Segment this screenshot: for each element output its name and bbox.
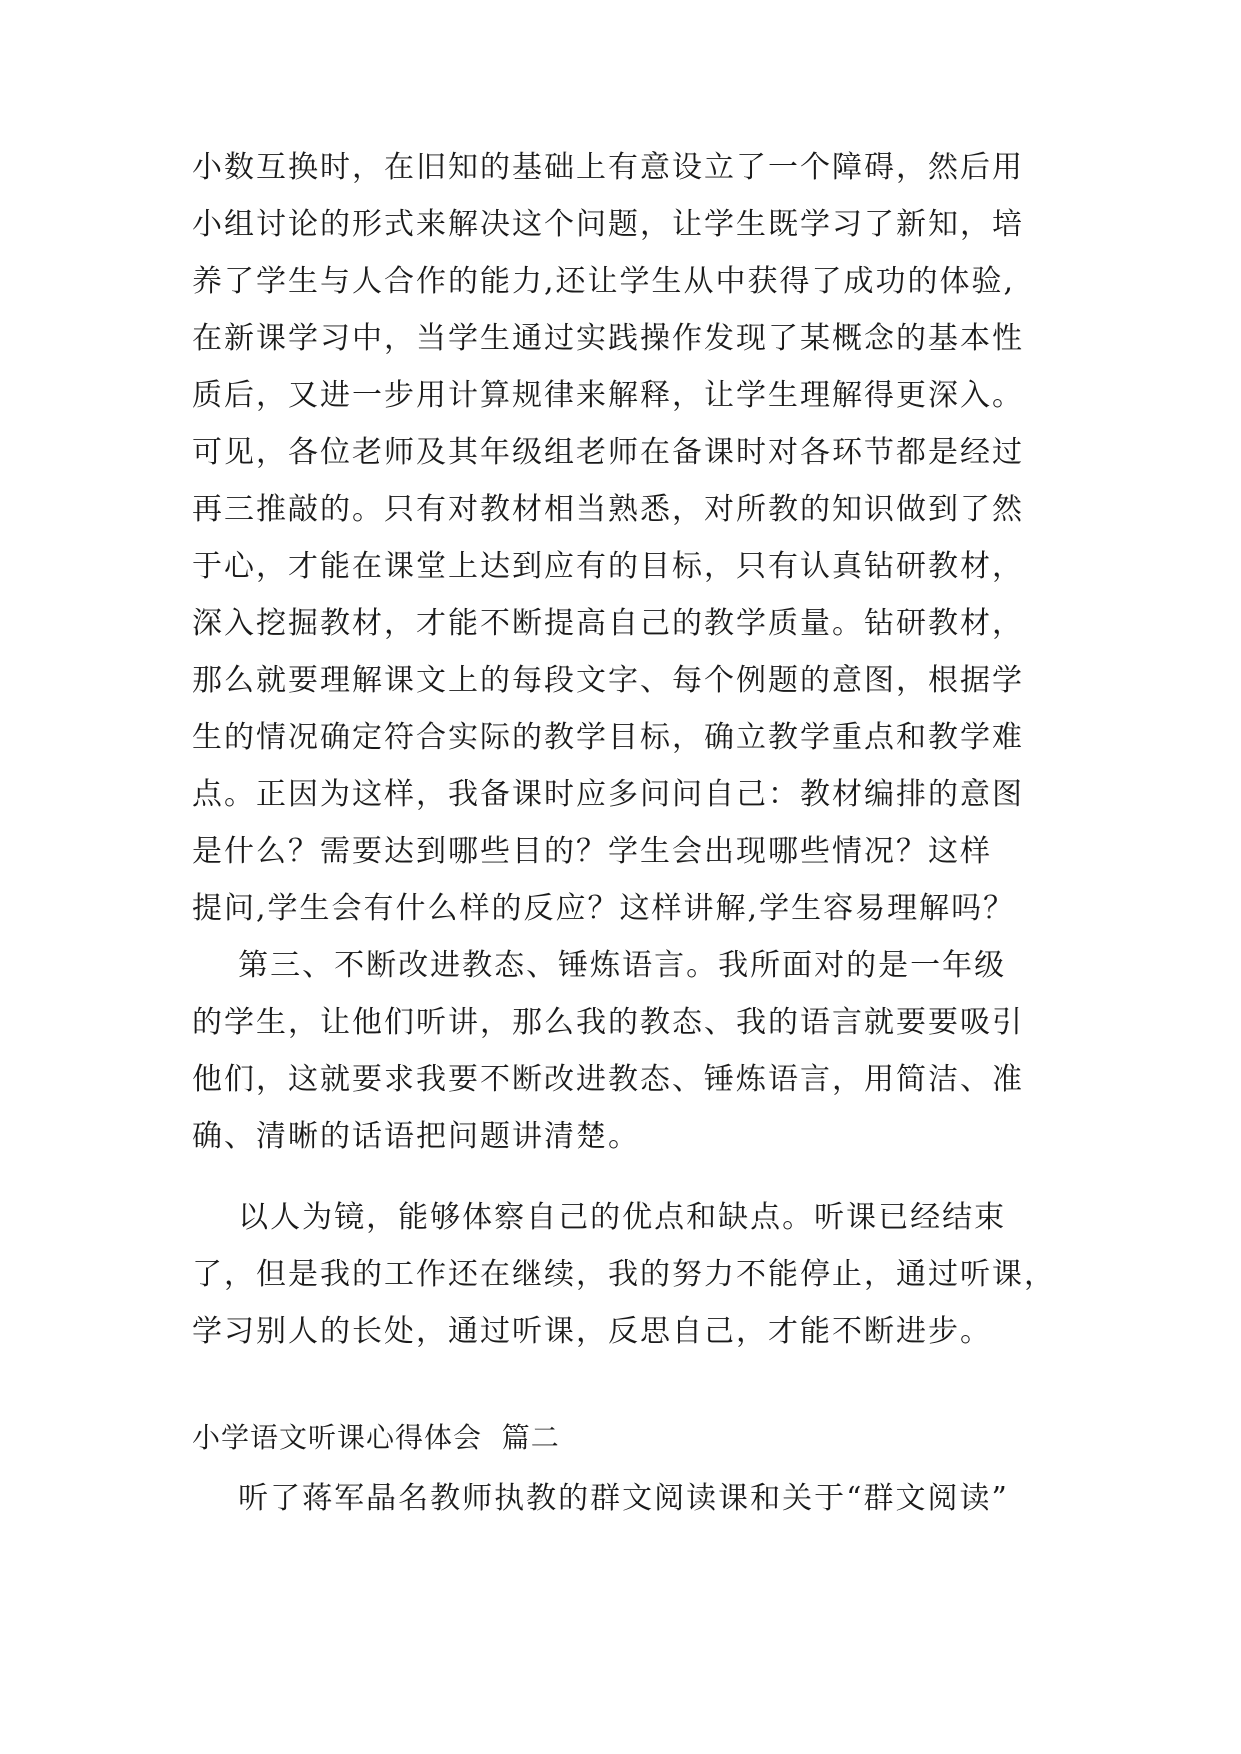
text-line: 他们，这就要求我要不断改进教态、锤炼语言，用简洁、准 bbox=[192, 1062, 1024, 1097]
text-line: 那么就要理解课文上的每段文字、每个例题的意图，根据学 bbox=[192, 663, 1024, 698]
text-line: 了，但是我的工作还在继续，我的努力不能停止，通过听课， bbox=[192, 1257, 1056, 1292]
text-line: 质后，又进一步用计算规律来解释，让学生理解得更深入。 bbox=[192, 378, 1024, 413]
text-line: 是什么？需要达到哪些目的？学生会出现哪些情况？这样 bbox=[192, 834, 992, 869]
text-line: 再三推敲的。只有对教材相当熟悉，对所教的知识做到了然 bbox=[192, 492, 1024, 527]
text-line: 提问,学生会有什么样的反应？这样讲解,学生容易理解吗？ bbox=[192, 891, 1016, 926]
text-line: 确、清晰的话语把问题讲清楚。 bbox=[192, 1119, 640, 1154]
text-line: 小组讨论的形式来解决这个问题，让学生既学习了新知，培 bbox=[192, 207, 1024, 242]
text-line: 在新课学习中，当学生通过实践操作发现了某概念的基本性 bbox=[192, 321, 1024, 356]
section-heading: 小学语文听课心得体会 篇二 bbox=[192, 1421, 560, 1454]
text-line: 点。正因为这样，我备课时应多问问自己：教材编排的意图 bbox=[192, 777, 1024, 812]
text-line: 于心，才能在课堂上达到应有的目标，只有认真钻研教材， bbox=[192, 549, 1024, 584]
text-line: 学习别人的长处，通过听课，反思自己，才能不断进步。 bbox=[192, 1314, 992, 1349]
text-line: 可见，各位老师及其年级组老师在备课时对各环节都是经过 bbox=[192, 435, 1024, 470]
text-line: 以人为镜，能够体察自己的优点和缺点。听课已经结束 bbox=[192, 1200, 1007, 1235]
text-line: 深入挖掘教材，才能不断提高自己的教学质量。钻研教材， bbox=[192, 606, 1024, 641]
text-line: 第三、不断改进教态、锤炼语言。我所面对的是一年级 bbox=[192, 948, 1007, 983]
text-line: 生的情况确定符合实际的教学目标，确立教学重点和教学难 bbox=[192, 720, 1024, 755]
text-line: 的学生，让他们听讲，那么我的教态、我的语言就要要吸引 bbox=[192, 1005, 1024, 1040]
text-line: 养了学生与人合作的能力,还让学生从中获得了成功的体验, bbox=[192, 264, 1016, 299]
text-line: 听了蒋军晶名教师执教的群文阅读课和关于“群文阅读” bbox=[192, 1481, 1009, 1516]
text-line: 小数互换时，在旧知的基础上有意设立了一个障碍，然后用 bbox=[192, 150, 1024, 185]
